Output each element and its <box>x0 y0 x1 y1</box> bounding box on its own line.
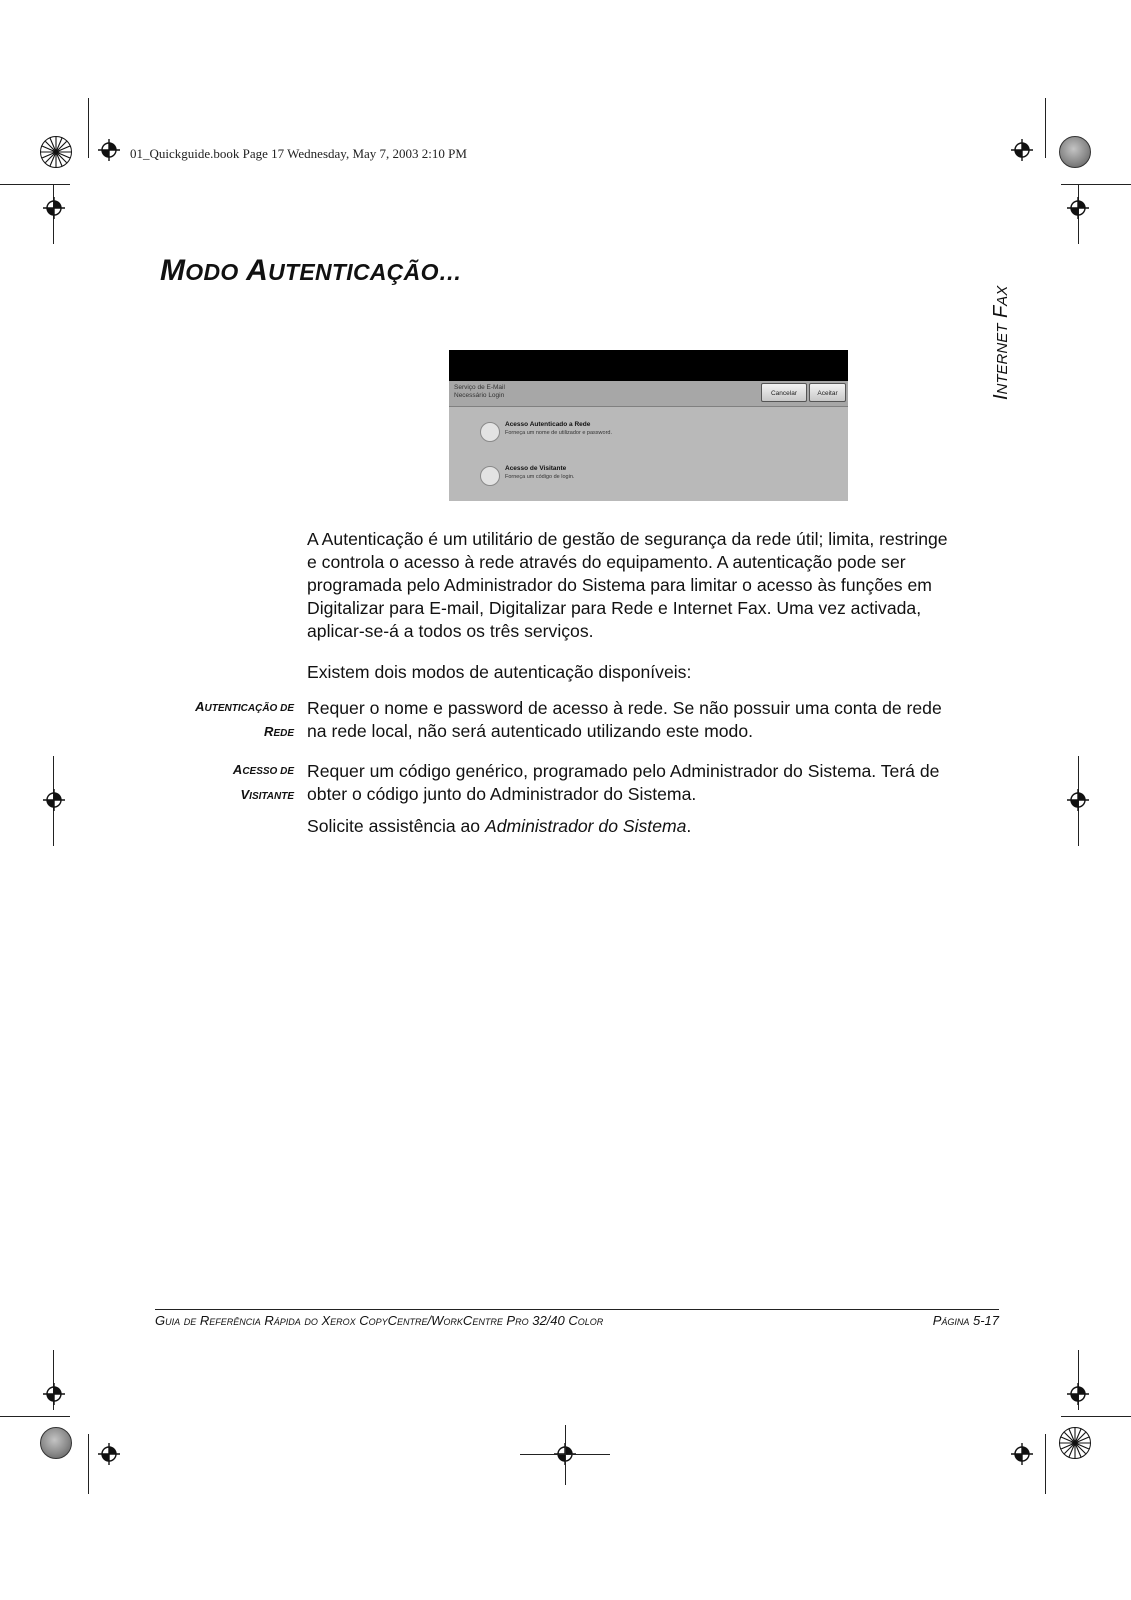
network-auth-paragraph <box>307 697 1002 743</box>
cancel-button[interactable]: Cancelar <box>761 383 807 402</box>
registration-mark-icon <box>1011 1443 1033 1465</box>
guest-access-paragraph <box>307 760 1002 806</box>
network-login-radio[interactable] <box>480 422 500 442</box>
footer-rule <box>155 1309 999 1310</box>
accept-button[interactable]: Aceitar <box>809 383 846 402</box>
text-line: A Autenticação é um utilitário de gestão de segurança da rede útil; limita, restringe <box>307 529 948 549</box>
network-login-subtitle: Forneça um nome de utilizador e password. <box>505 430 612 436</box>
registration-mark-icon <box>1067 197 1089 219</box>
guest-access-label: ACESSO DE VISITANTE <box>232 762 294 802</box>
text-line: e controla o acesso à rede através do equipamento. A autenticação pode ser <box>307 552 906 572</box>
footer-guide-title: Guia de Referência Rápida do Xerox CopyCentre/WorkCentre Pro 32/40 Color <box>155 1313 604 1328</box>
registration-mark-icon <box>43 197 65 219</box>
print-slug: 01_Quickguide.book Page 17 Wednesday, May 7, 2003 2:10 PM <box>130 146 467 161</box>
registration-mark-icon <box>1011 139 1033 161</box>
text-line: Digitalizar para E-mail, Digitalizar para Rede e Internet Fax. Uma vez activada, <box>307 598 922 618</box>
registration-mark-icon <box>1067 789 1089 811</box>
network-login-title: Acesso Autenticado a Rede <box>505 421 591 428</box>
starburst-mark-icon <box>40 136 72 168</box>
registration-mark-icon <box>43 789 65 811</box>
device-screen-screenshot <box>449 350 848 501</box>
guest-access-subtitle: Forneça um código de login. <box>505 474 575 480</box>
text-line: Requer o nome e password de acesso à rede. Se não possuir uma conta de rede <box>307 698 942 718</box>
text-line: aplicar-se-á a todos os três serviços. <box>307 621 594 641</box>
screen-status-bar <box>449 381 848 407</box>
starburst-mark-icon <box>1059 1427 1091 1459</box>
center-crop-mark <box>565 1425 566 1485</box>
gray-balance-mark <box>40 1427 72 1459</box>
chapter-side-tab: INTERNET FAX <box>990 285 1012 400</box>
guest-access-radio[interactable] <box>480 466 500 486</box>
screen-status-text: Serviço de E-Mail Necessário Login <box>454 384 505 399</box>
registration-mark-icon <box>43 1383 65 1405</box>
text-line: obter o código junto do Administrador do Sistema. <box>307 784 697 804</box>
assistance-note: Solicite assistência ao Administrador do Sistema. <box>307 816 692 836</box>
registration-mark-icon <box>98 139 120 161</box>
gray-balance-mark <box>1059 136 1091 168</box>
network-auth-label: AUTENTICAÇÃO DE REDE <box>195 699 294 739</box>
screen-header-bar <box>449 350 848 381</box>
guest-access-title: Acesso de Visitante <box>505 465 567 472</box>
text-line: na rede local, não será autenticado utilizando este modo. <box>307 721 754 741</box>
text-line: Requer um código genérico, programado pelo Administrador do Sistema. Terá de <box>307 761 940 781</box>
text-line: programada pelo Administrador do Sistema para limitar o acesso às funções em <box>307 575 932 595</box>
modes-intro: Existem dois modos de autenticação disponíveis: <box>307 662 692 682</box>
page-title: MODO AUTENTICAÇÃO… <box>160 254 463 287</box>
footer-page-number: Página 5-17 <box>932 1313 999 1328</box>
registration-mark-icon <box>98 1443 120 1465</box>
registration-mark-icon <box>1067 1383 1089 1405</box>
intro-paragraph <box>307 528 1002 643</box>
